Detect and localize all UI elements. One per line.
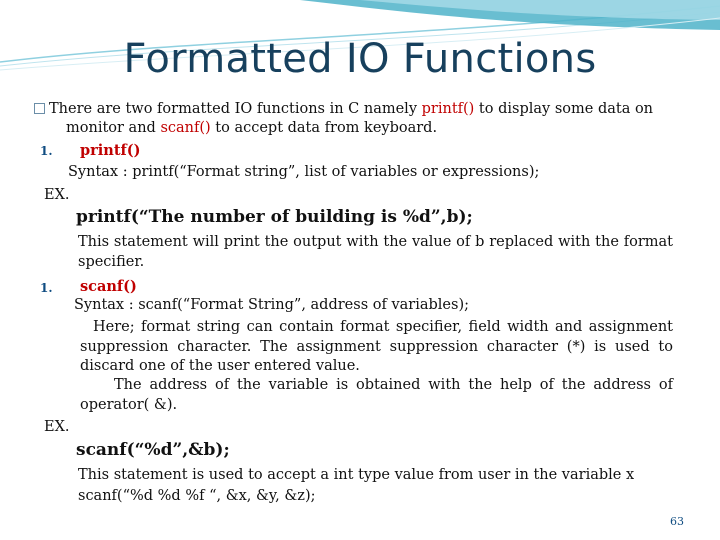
page-number: 63 — [670, 515, 684, 528]
printf-example-code: printf(“The number of building is %d”,b); — [76, 207, 473, 227]
printf-heading: printf() — [80, 142, 141, 159]
example-label-2: EX. — [44, 419, 70, 435]
square-bullet-icon — [34, 103, 45, 114]
scanf-description-para2: The address of the variable is obtained with the help of the address of operator( &). — [80, 377, 673, 413]
scanf-heading: scanf() — [80, 278, 137, 295]
intro-bullet-line1: There are two formatted IO functions in C namely printf() to display some data on — [34, 100, 653, 118]
list-number-2: 1. — [40, 281, 53, 295]
scanf-description-para1: Here; format string can contain format specifier, field width and assignment suppression character. The assignment suppression character (*) is used to discard one of the user entered value. — [80, 319, 673, 374]
scanf-example-code: scanf(“%d”,&b); — [76, 440, 230, 460]
printf-highlight: printf() — [421, 101, 475, 117]
intro-bullet-line2: monitor and scanf() to accept data from keyboard. — [66, 120, 438, 136]
printf-example-description: This statement will print the output with the value of b replaced with the format specifier. — [78, 234, 673, 270]
scanf-highlight: scanf() — [160, 120, 211, 136]
printf-syntax: Syntax : printf(“Format string”, list of variables or expressions); — [68, 164, 540, 180]
slide-title: Formatted IO Functions — [123, 36, 597, 82]
scanf-example-code-2: scanf(“%d %d %f “, &x, &y, &z); — [78, 488, 316, 504]
scanf-syntax: Syntax : scanf(“Format String”, address of variables); — [74, 297, 469, 313]
example-label-1: EX. — [44, 187, 70, 203]
list-number-1: 1. — [40, 144, 53, 158]
scanf-example-description: This statement is used to accept a int type value from user in the variable x — [78, 467, 635, 483]
